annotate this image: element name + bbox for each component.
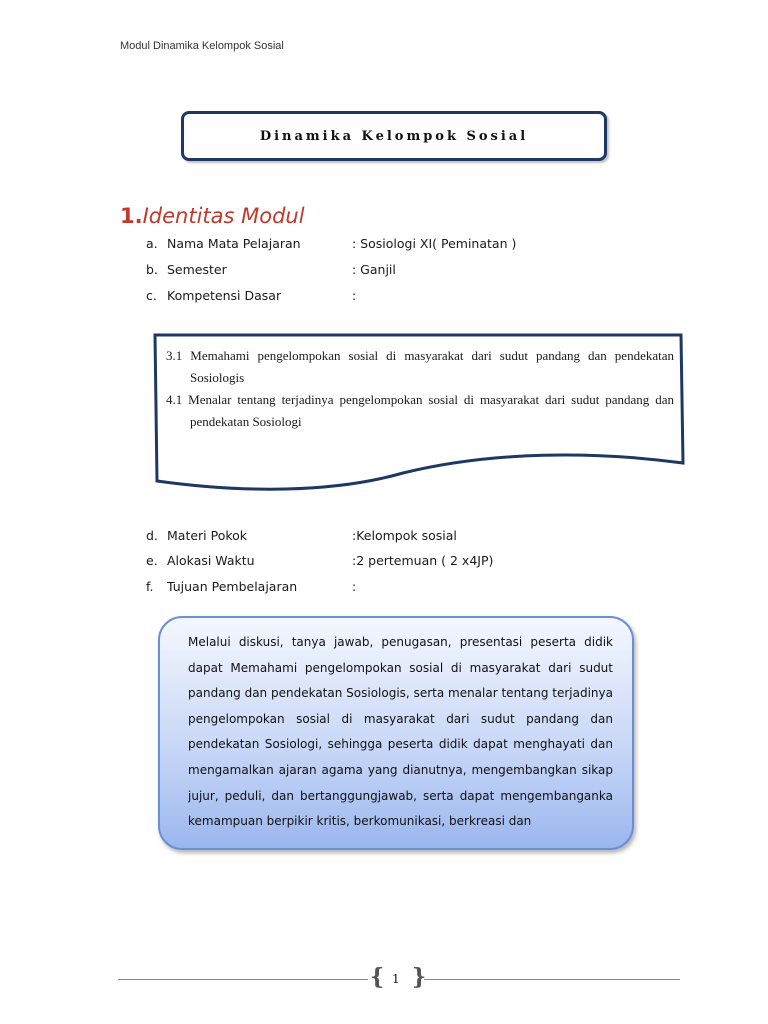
kompetensi-list	[166, 345, 674, 433]
section-number: 1.	[120, 204, 143, 228]
row-value: :2 pertemuan ( 2 x4JP)	[352, 553, 494, 568]
page-number	[368, 964, 427, 992]
row-label: e.	[146, 553, 158, 568]
kompetensi-item: 3.1 Memahami pengelompokan sosial di masyarakat dari sudut pandang dan pendekatan Sosiologis	[166, 348, 674, 385]
tujuan-text: Melalui diskusi, tanya jawab, penugasan, presentasi peserta didik dapat Memahami pengelompokan sosial di masyarakat dari sudut pandang dan pendekatan Sosiologis, serta menalar tentang terjadinya pengelompokan sosial di masyarakat dari sudut pandang dan pendekatan Sosiologi, sehingga peserta didik dapat menghayati dan mengamalkan ajaran agama yang dianutnya, mengembangkan sikap jujur, peduli, dan bertanggungjawab, serta dapat mengembanganka kemampuan berpikir kritis, berkomunikasi, berkreasi dan	[188, 635, 613, 829]
row-value: :Kelompok sosial	[352, 528, 457, 543]
row-label: c.	[146, 288, 157, 303]
row-name: Materi Pokok	[167, 528, 248, 543]
row-name: Kompetensi Dasar	[167, 288, 282, 303]
row-name: Tujuan Pembelajaran	[167, 579, 298, 594]
footer-divider	[424, 979, 680, 980]
document-title: Dinamika Kelompok Sosial	[259, 128, 529, 144]
footer-divider	[118, 979, 368, 980]
right-brace-icon: }	[412, 964, 427, 990]
row-label: a.	[146, 236, 158, 251]
row-value: : Ganjil	[352, 262, 396, 277]
page-header: Modul Dinamika Kelompok Sosial	[120, 40, 284, 52]
row-value: : Sosiologi XI( Peminatan )	[352, 236, 517, 251]
row-value: :	[352, 579, 357, 594]
section-heading	[120, 204, 305, 228]
left-brace-icon: {	[370, 964, 385, 990]
row-name: Nama Mata Pelajaran	[167, 236, 301, 251]
row-label: f.	[146, 579, 154, 594]
row-value: :	[352, 288, 357, 303]
title-box	[181, 111, 607, 161]
kompetensi-box	[153, 333, 686, 503]
row-name: Semester	[167, 262, 227, 277]
row-name: Alokasi Waktu	[167, 553, 255, 568]
section-title: Identitas Modul	[142, 204, 305, 228]
row-label: b.	[146, 262, 158, 277]
page-number-value: 1	[392, 972, 400, 986]
tujuan-box	[158, 616, 634, 850]
row-label: d.	[146, 528, 158, 543]
kompetensi-item: 4.1 Menalar tentang terjadinya pengelompokan sosial di masyarakat dari sudut pandang dan pendekatan Sosiologi	[166, 392, 674, 429]
